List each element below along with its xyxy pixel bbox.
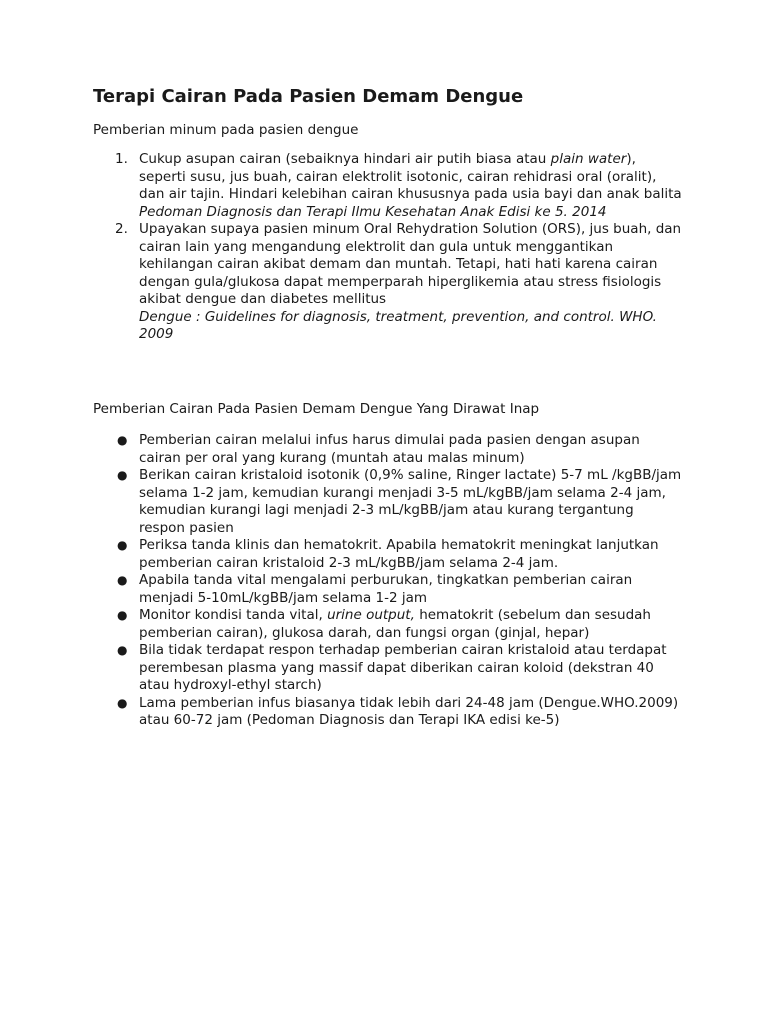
list-number: 2. bbox=[115, 221, 128, 237]
list-item bbox=[93, 607, 683, 642]
list-item-text: Upayakan supaya pasien minum Oral Rehydration Solution (ORS), jus buah, dan cairan lain yang mengandung elektrolit dan gula untuk menggantikan kehilangan cairan akibat demam dan muntah. Tetapi, hati hati karena cairan dengan gula/glukosa dapat memperparah hiperglikemia atau stress fisiologis akibat dengue dan diabetes mellitus bbox=[139, 221, 682, 307]
bullet-icon: ● bbox=[117, 695, 128, 710]
italic-term: urine output, bbox=[327, 607, 415, 623]
list-item-text: Bila tidak terdapat respon terhadap pemberian cairan kristaloid atau terdapat perembesan plasma yang massif dapat diberikan cairan koloid (dekstran 40 atau hydroxyl-ethyl starch) bbox=[139, 642, 667, 693]
bullet-icon: ● bbox=[117, 643, 128, 657]
list-item-text: Lama pemberian infus biasanya tidak lebih dari 24-48 jam (Dengue.WHO.2009) atau 60-72 jam (Pedoman Diagnosis dan Terapi IKA edisi ke-5) bbox=[139, 694, 679, 728]
citation: Pedoman Diagnosis dan Terapi Ilmu Kesehatan Anak Edisi ke 5. 2014 bbox=[139, 203, 607, 220]
list-item-text: Monitor kondisi tanda vital, urine output, hematokrit (sebelum dan sesudah pemberian cairan), glukosa darah, dan fungsi organ (ginjal, hepar) bbox=[139, 607, 651, 641]
list-item bbox=[93, 537, 683, 572]
list-item-text: Pemberian cairan melalui infus harus dimulai pada pasien dengan asupan cairan per oral yang kurang (muntah atau malas minum) bbox=[139, 432, 640, 466]
bullet-icon: ● bbox=[117, 538, 128, 552]
document-title: Terapi Cairan Pada Pasien Demam Dengue bbox=[93, 86, 524, 107]
list-item bbox=[93, 642, 683, 695]
list-item bbox=[93, 151, 683, 221]
list-item bbox=[93, 695, 683, 730]
numbered-list bbox=[93, 151, 683, 344]
list-number: 1. bbox=[115, 151, 128, 167]
section1-heading: Pemberian minum pada pasien dengue bbox=[93, 122, 359, 138]
list-item bbox=[93, 572, 683, 607]
bullet-icon: ● bbox=[117, 433, 128, 447]
bullet-list bbox=[93, 432, 683, 730]
bullet-icon: ● bbox=[117, 468, 128, 482]
list-item-text: Berikan cairan kristaloid isotonik (0,9% saline, Ringer lactate) 5-7 mL /kgBB/jam selama 1-2 jam, kemudian kurangi menjadi 3-5 mL/kgBB/jam selama 2-4 jam, kemudian kurangi lagi menjadi 2-3 mL/kgBB/jam atau kurang tergantung respon pasien bbox=[139, 467, 682, 536]
list-item bbox=[93, 467, 683, 537]
list-item-text: Periksa tanda klinis dan hematokrit. Apabila hematokrit meningkat lanjutkan pemberian cairan kristaloid 2-3 mL/kgBB/jam selama 2-4 jam. bbox=[139, 537, 659, 571]
section2-heading: Pemberian Cairan Pada Pasien Demam Dengue Yang Dirawat Inap bbox=[93, 401, 540, 417]
bullet-icon: ● bbox=[117, 608, 128, 622]
list-item-text: Cukup asupan cairan (sebaiknya hindari air putih biasa atau plain water), seperti susu, jus buah, cairan elektrolit isotonic, cairan rehidrasi oral (oralit), dan air tajin. Hindari kelebihan cairan khususnya pada usia bayi dan anak balita bbox=[139, 151, 682, 202]
italic-term: plain water bbox=[550, 151, 627, 167]
list-item bbox=[93, 432, 683, 467]
citation: Dengue : Guidelines for diagnosis, treatment, prevention, and control. WHO. 2009 bbox=[139, 308, 657, 342]
list-item-text: Apabila tanda vital mengalami perburukan, tingkatkan pemberian cairan menjadi 5-10mL/kgBB/jam selama 1-2 jam bbox=[139, 572, 633, 606]
list-item bbox=[93, 221, 683, 344]
bullet-icon: ● bbox=[117, 573, 128, 587]
